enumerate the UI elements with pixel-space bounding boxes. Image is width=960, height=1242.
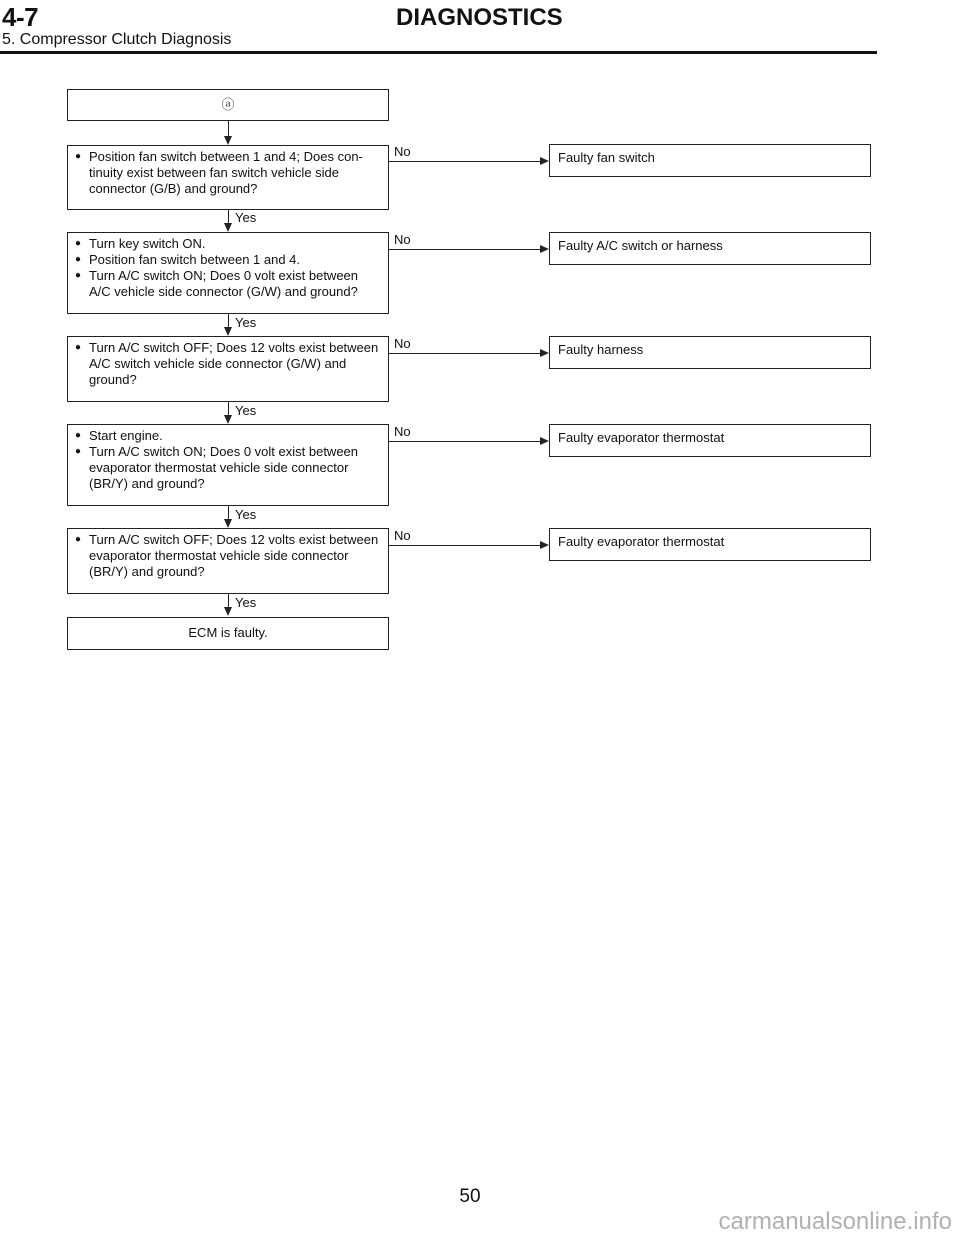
down-arrow-icon: [224, 519, 232, 528]
flow-connector: [228, 506, 229, 520]
result-text: Faulty evaporator thermostat: [558, 534, 725, 549]
flow-connector: [228, 594, 229, 608]
question-box-5: [67, 528, 389, 594]
result-box-4: [549, 424, 871, 457]
yes-label: Yes: [235, 595, 257, 610]
yes-label: Yes: [235, 507, 257, 522]
section-number: 4-7: [2, 2, 39, 32]
yes-label: Yes: [235, 315, 257, 330]
down-arrow-icon: [224, 415, 232, 424]
no-connector: [389, 161, 541, 162]
no-label: No: [394, 528, 411, 543]
no-connector: [389, 441, 541, 442]
flow-connector: [228, 121, 229, 137]
question-text: ● Turn A/C switch OFF; Does 12 volts exist between evaporator thermostat vehicle side connector (BR/Y) and ground?: [89, 532, 380, 580]
question-box-3: [67, 336, 389, 402]
header-divider: [0, 51, 877, 54]
question-text: ● Turn A/C switch ON; Does 0 volt exist between evaporator thermostat vehicle side connector (BR/Y) and ground?: [89, 444, 380, 492]
down-arrow-icon: [224, 136, 232, 145]
result-text: Faulty evaporator thermostat: [558, 430, 725, 445]
watermark: carmanualsonline.info: [718, 1208, 952, 1235]
question-text: ● Turn A/C switch OFF; Does 12 volts exist between A/C switch vehicle side connector (G/W) and ground?: [89, 340, 380, 388]
question-box-4: [67, 424, 389, 506]
question-box-1: [67, 145, 389, 210]
flow-connector: [228, 314, 229, 328]
result-text: Faulty A/C switch or harness: [558, 238, 723, 253]
result-box-5: [549, 528, 871, 561]
page-title: DIAGNOSTICS: [396, 4, 563, 31]
right-arrow-icon: [540, 157, 549, 165]
result-box-2: [549, 232, 871, 265]
no-connector: [389, 545, 541, 546]
no-connector: [389, 249, 541, 250]
yes-label: Yes: [235, 210, 257, 225]
question-box-2: [67, 232, 389, 314]
result-text: Faulty harness: [558, 342, 644, 357]
start-box: [67, 89, 389, 121]
question-text: ● Start engine.: [89, 428, 380, 444]
no-label: No: [394, 232, 411, 247]
result-box-3: [549, 336, 871, 369]
no-label: No: [394, 144, 411, 159]
question-text: ● Turn key switch ON.: [89, 236, 380, 252]
question-text: ● Position fan switch between 1 and 4.: [89, 252, 380, 268]
no-label: No: [394, 424, 411, 439]
down-arrow-icon: [224, 327, 232, 336]
result-text: Faulty fan switch: [558, 150, 655, 165]
right-arrow-icon: [540, 437, 549, 445]
down-arrow-icon: [224, 607, 232, 616]
no-label: No: [394, 336, 411, 351]
right-arrow-icon: [540, 541, 549, 549]
right-arrow-icon: [540, 245, 549, 253]
section-subtitle: 5. Compressor Clutch Diagnosis: [2, 31, 232, 48]
yes-label: Yes: [235, 403, 257, 418]
flow-connector: [228, 210, 229, 224]
no-connector: [389, 353, 541, 354]
start-label: ⓐ: [221, 97, 235, 112]
down-arrow-icon: [224, 223, 232, 232]
page-number: 50: [459, 1186, 481, 1207]
right-arrow-icon: [540, 349, 549, 357]
result-box-1: [549, 144, 871, 177]
final-result-text: ECM is faulty.: [188, 625, 268, 640]
question-text: ● Position fan switch between 1 and 4; Does con- tinuity exist between fan switch vehicle side connector (G/B) and ground?: [89, 149, 380, 197]
flow-connector: [228, 402, 229, 416]
final-result-box: [67, 617, 389, 650]
question-text: ● Turn A/C switch ON; Does 0 volt exist between A/C vehicle side connector (G/W) and ground?: [89, 268, 380, 300]
